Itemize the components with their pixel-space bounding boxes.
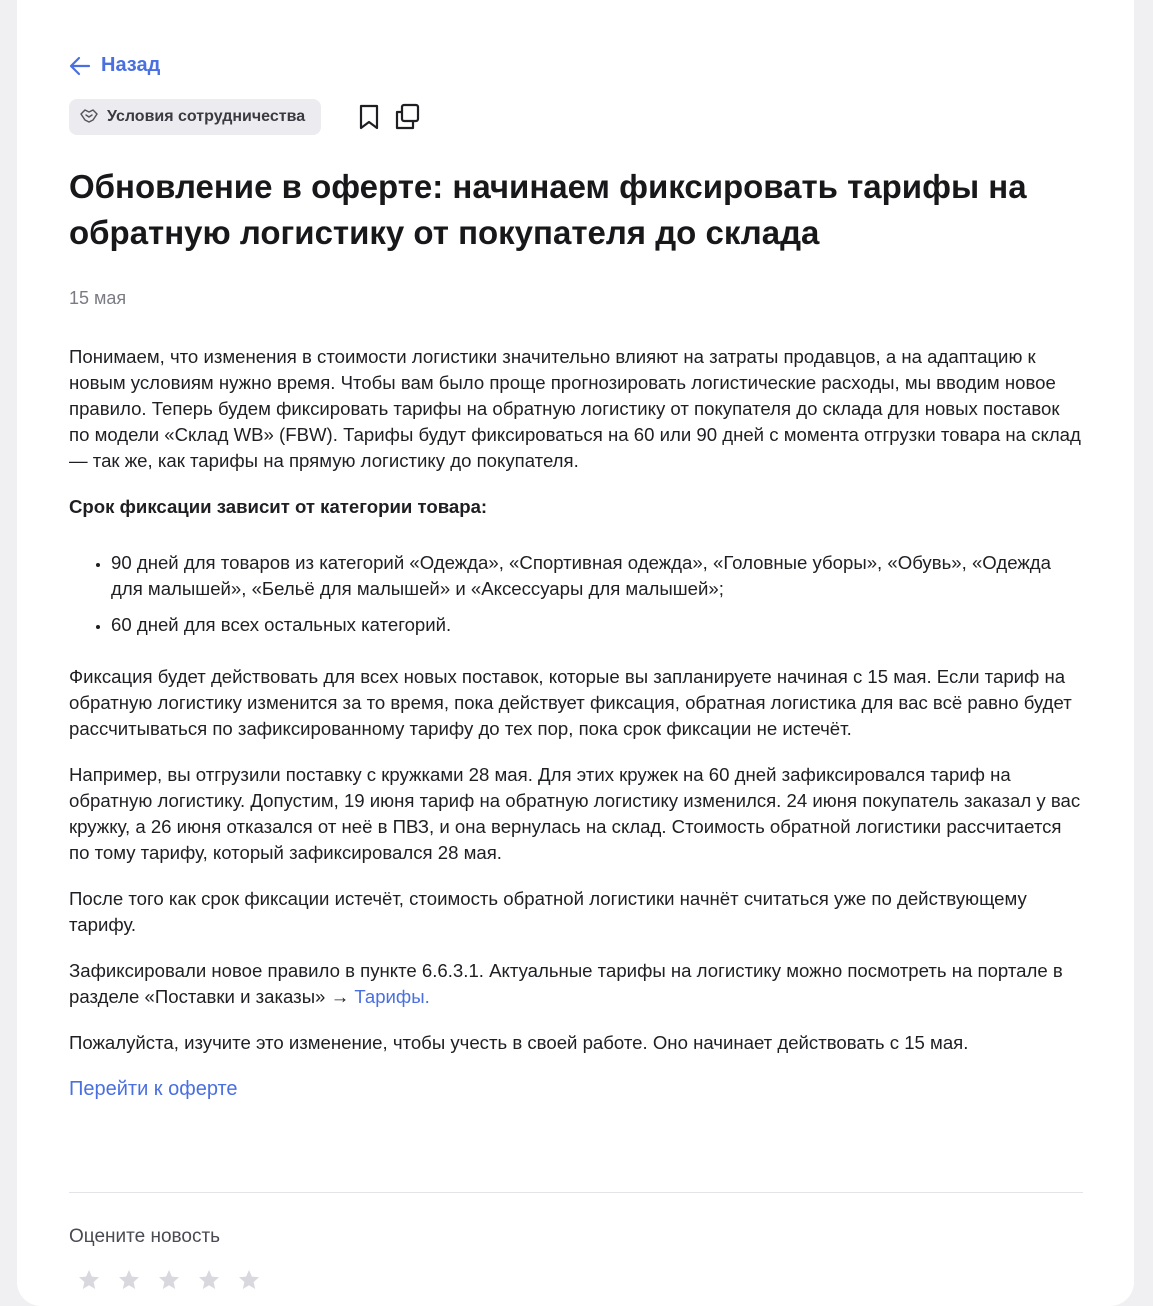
paragraph-lead: Срок фиксации зависит от категории товара: xyxy=(69,496,488,517)
news-card xyxy=(17,0,1134,1306)
paragraph-rule xyxy=(69,958,1083,1010)
back-label: Назад xyxy=(101,54,161,76)
paragraph-after: После того как срок фиксации истечёт, стоимость обратной логистики начнёт считаться уже по действующему тарифу. xyxy=(69,888,1027,935)
divider xyxy=(69,1192,1083,1193)
meta-row xyxy=(69,99,421,135)
handshake-icon xyxy=(79,105,99,130)
offer-link[interactable]: Перейти к оферте xyxy=(69,1078,238,1100)
paragraph-intro: Понимаем, что изменения в стоимости логистики значительно влияют на затраты продавцов, а на адаптацию к новым условиям нужно время. Чтобы вам было проще прогнозировать логистические расходы, мы вводим новое правило. Теперь будем фиксировать тарифы на обратную логистику от покупателя до склада для новых поставок по модели «Склад WB» (FBW). Тарифы будут фиксироваться на 60 или 90 дней с момента отгрузки товара на склад — так же, как тарифы на прямую логистику до покупателя. xyxy=(69,346,1081,471)
paragraph-rule-text: Зафиксировали новое правило в пункте 6.6.3.1. Актуальные тарифы на логистику можно посмотреть на портале в разделе «Поставки и заказы» → xyxy=(69,960,1063,1007)
category-label: Условия сотрудничества xyxy=(107,108,306,125)
tariffs-link[interactable]: Тарифы. xyxy=(354,986,430,1007)
star-icon[interactable] xyxy=(117,1268,141,1292)
article-date: 15 мая xyxy=(69,288,127,308)
copy-icon[interactable] xyxy=(393,103,421,131)
list-item: • 90 дней для товаров из категорий «Одежда», «Спортивная одежда», «Головные уборы», «Обувь», «Одежда для малышей», «Бельё для малышей» и «Аксессуары для малышей»; xyxy=(111,550,1083,602)
bullet-list xyxy=(69,550,1083,638)
paragraph-fixation: Фиксация будет действовать для всех новых поставок, которые вы запланируете начиная с 15 мая. Если тариф на обратную логистику изменится за то время, пока действует фиксация, обратная логистика для вас всё равно будет рассчитываться по зафиксированному тарифу до тех пор, пока срок фиксации не истечёт. xyxy=(69,666,1072,739)
paragraph-example: Например, вы отгрузили поставку с кружками 28 мая. Для этих кружек на 60 дней зафиксировался тариф на обратную логистику. Допустим, 19 июня тариф на обратную логистику изменился. 24 июня покупатель заказал у вас кружку, а 26 июня отказался от неё в ПВЗ, и она вернулась на склад. Стоимость обратной логистики рассчитается по тому тарифу, который зафиксировался 28 мая. xyxy=(69,764,1081,863)
rating-stars xyxy=(77,1268,261,1292)
article-title: Обновление в оферте: начинаем фиксировать тарифы на обратную логистику от покупателя до склада xyxy=(69,168,1027,251)
star-icon[interactable] xyxy=(77,1268,101,1292)
arrow-left-icon xyxy=(69,56,91,76)
paragraph-closing: Пожалуйста, изучите это изменение, чтобы учесть в своей работе. Оно начинает действовать с 15 мая. xyxy=(69,1032,969,1053)
star-icon[interactable] xyxy=(237,1268,261,1292)
bookmark-icon[interactable] xyxy=(355,103,383,131)
list-item: • 60 дней для всех остальных категорий. xyxy=(111,612,1083,638)
star-icon[interactable] xyxy=(197,1268,221,1292)
rating-label: Оцените новость xyxy=(69,1226,221,1247)
article-body xyxy=(69,344,1083,1102)
star-icon[interactable] xyxy=(157,1268,181,1292)
back-link[interactable] xyxy=(69,54,160,77)
category-chip[interactable] xyxy=(69,99,321,135)
